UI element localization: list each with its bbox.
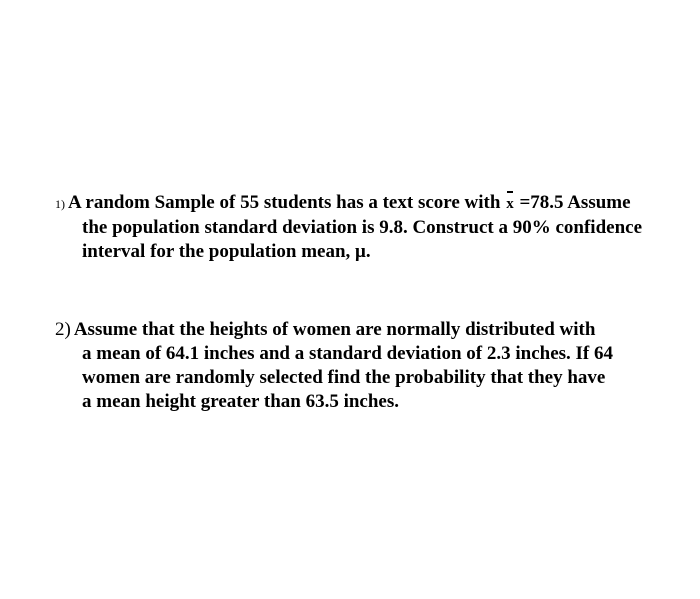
problem-1-line-3: interval for the population mean, μ. <box>82 241 371 262</box>
problem-2-line-4: a mean height greater than 63.5 inches. <box>82 391 400 412</box>
problem-1-line-1 <box>55 190 675 216</box>
problem-2-number: 2) <box>55 319 71 340</box>
problem-1 <box>55 190 675 264</box>
problem-2-line-1 <box>55 318 675 342</box>
problem-1-number: 1) <box>55 197 65 211</box>
problem-2 <box>55 318 675 414</box>
problem-2-text-start: Assume that the heights of women are normally distributed with <box>73 319 596 340</box>
problem-1-text-mean-value: =78.5 Assume <box>519 192 631 213</box>
problem-1-text-start: A random Sample of 55 students has a text score with <box>68 192 501 213</box>
problem-1-line-2: the population standard deviation is 9.8. Construct a 90% confidence <box>82 217 643 238</box>
problem-2-line-3: women are randomly selected find the probability that they have <box>82 367 606 388</box>
sample-mean-symbol: x <box>506 190 514 216</box>
problem-2-line-2: a mean of 64.1 inches and a standard deviation of 2.3 inches. If 64 <box>82 343 613 364</box>
